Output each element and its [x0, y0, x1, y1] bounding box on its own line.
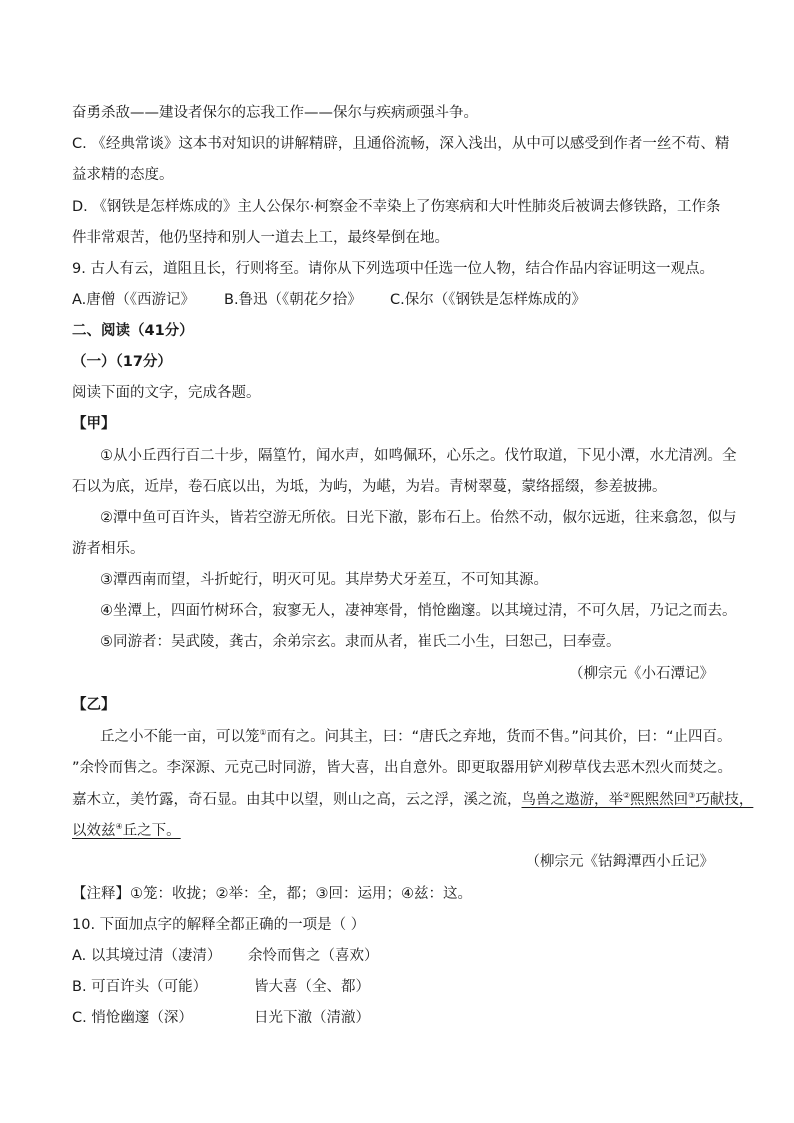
yi-source: （柳宗元《钴鉧潭西小丘记》 — [525, 854, 714, 870]
note-ref-3: ③ — [688, 791, 696, 801]
q10-option-a-right: 余怜而售之（喜欢） — [248, 948, 379, 964]
section-title: 二、阅读（41分） — [72, 323, 194, 339]
q9-options — [72, 290, 586, 310]
yi-line3-plain: 嘉木立，美竹露，奇石显。由其中以望，则山之高，云之浮，溪之流， — [72, 792, 522, 808]
q9-option-a: A.唐僧（《西游记》 — [72, 292, 196, 308]
q9-option-b: B.鲁迅（《朝花夕拾》 — [224, 292, 362, 308]
yi-line1-post: 而有之。问其主，曰：“唐氏之弃地，货而不售。”问其价，曰：“止四百。 — [266, 729, 732, 745]
q10-option-c-right: 日光下澈（清澈） — [254, 1010, 370, 1026]
note-ref-1: ① — [259, 728, 267, 738]
q9-option-c: C.保尔（《钢铁是怎样炼成的》 — [390, 292, 586, 308]
jia-para3: ③潭西南而望，斗折蛇行，明灭可见。其岸势犬牙差互，不可知其源。 — [100, 572, 548, 588]
q10-option-b — [72, 977, 370, 997]
yi-line1 — [100, 727, 731, 747]
passage-jia-label: 【甲】 — [72, 416, 116, 432]
q10-option-b-left: B. 可百许头（可能） — [72, 979, 208, 995]
yi-line4 — [72, 821, 181, 841]
yi-underlined-sentence-part1 — [522, 792, 754, 808]
jia-para2-line2: 游者相乐。 — [72, 541, 145, 557]
q10-option-a-left: A. 以其境过清（凄清） — [72, 948, 222, 964]
q10-option-c-left: C. 悄怆幽邃（深） — [72, 1010, 193, 1026]
subsection-title: （一）（17分） — [72, 354, 172, 370]
q10-option-a — [72, 946, 379, 966]
jia-para5: ⑤同游者：吴武陵，龚古，余弟宗玄。隶而从者，崔氏二小生，曰恕己，曰奉壹。 — [100, 634, 621, 650]
q8-option-d-line1: D. 《钢铁是怎样炼成的》主人公保尔·柯察金不幸染上了伤寒病和大叶性肺炎后被调去修铁路，工作条 — [72, 199, 721, 215]
yi-underlined-text-4: 以效兹 — [72, 823, 116, 839]
note-ref-4: ④ — [115, 822, 123, 832]
yi-underlined-text-5: 丘之下。 — [122, 823, 181, 839]
jia-para4: ④坐潭上，四面竹树环合，寂寥无人，凄神寒骨，悄怆幽邃。以其境过清，不可久居，乃记之而去。 — [100, 603, 737, 619]
yi-underlined-sentence-part2 — [72, 823, 181, 839]
q8-option-d-line2: 件非常艰苦，他仍坚持和别人一道去上工，最终晕倒在地。 — [72, 230, 449, 246]
q8-option-c-line2: 益求精的态度。 — [72, 167, 174, 183]
yi-line1-pre: 丘之小不能一亩，可以笼 — [100, 729, 260, 745]
yi-line3 — [72, 790, 753, 810]
yi-underlined-text-1: 鸟兽之遨游，举 — [521, 792, 623, 808]
q8-option-c-line1: C. 《经典常谈》这本书对知识的讲解精辟，且通俗流畅，深入浅出，从中可以感受到作者一丝不苟、精 — [72, 136, 730, 152]
yi-underlined-text-2: 熙熙然回 — [630, 792, 689, 808]
reading-instruction: 阅读下面的文字，完成各题。 — [72, 385, 261, 401]
jia-para2-line1: ②潭中鱼可百许头，皆若空游无所依。日光下澈，影布石上。佁然不动，俶尔远逝，往来翕忽，似与 — [100, 510, 737, 526]
yi-underlined-text-3: 巧献技， — [695, 792, 754, 808]
jia-para1-line2: 石以为底，近岸，卷石底以出，为坻，为屿，为嵁，为岩。青树翠蔓，蒙络摇缀，参差披拂。 — [72, 479, 667, 495]
jia-para1-line1: ①从小丘西行百二十步，隔篁竹，闻水声，如鸣佩环，心乐之。伐竹取道，下见小潭，水尤清冽。全 — [100, 448, 737, 464]
annotations: 【注释】①笼：收拢；②举：全，都；③回：运用；④兹：这。 — [72, 886, 472, 902]
yi-line2: ”余怜而售之。李深源、元克己时同游，皆大喜，出自意外。即更取器用铲刈秽草伐去恶木烈火而焚之。 — [72, 760, 733, 776]
q8-option-b-tail: 奋勇杀敌——建设者保尔的忘我工作——保尔与疾病顽强斗争。 — [72, 105, 478, 121]
q10-option-c — [72, 1008, 370, 1028]
q10-stem: 10. 下面加点字的解释全都正确的一项是（ ） — [72, 917, 366, 933]
jia-source: （柳宗元《小石潭记》 — [569, 666, 714, 682]
note-ref-2: ② — [623, 791, 631, 801]
q10-option-b-right: 皆大喜（全、都） — [254, 979, 370, 995]
passage-yi-label: 【乙】 — [72, 697, 116, 713]
q9-stem: 9. 古人有云，道阻且长，行则将至。请你从下列选项中任选一位人物，结合作品内容证明这一观点。 — [72, 261, 714, 277]
